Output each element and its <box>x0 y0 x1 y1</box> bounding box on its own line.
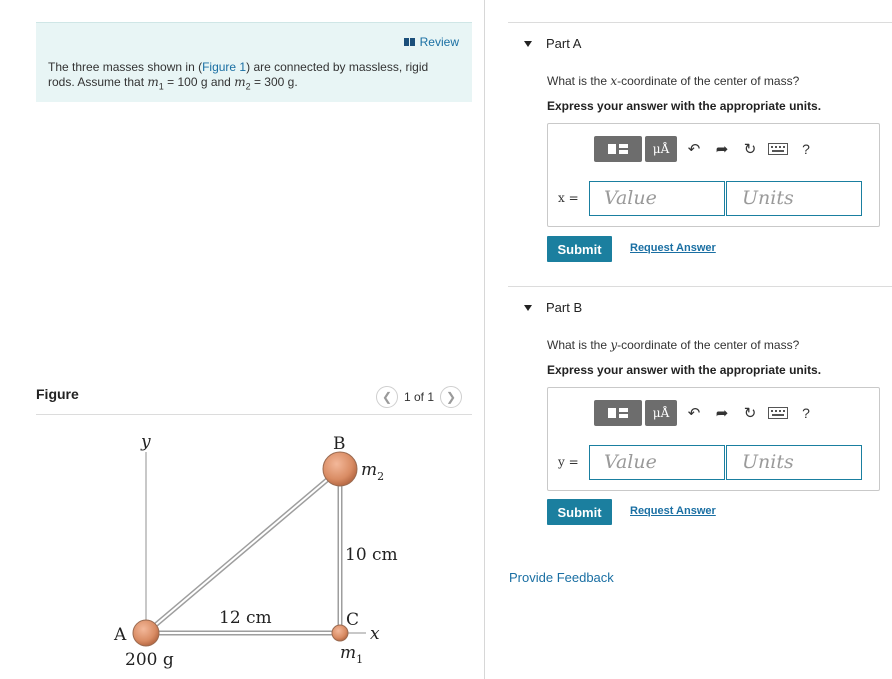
part-a-units-input[interactable]: Units <box>726 181 862 216</box>
mass-a-label: 200 g <box>125 650 174 670</box>
help-button[interactable] <box>792 400 820 426</box>
reset-icon: ↻ <box>743 405 757 422</box>
figure-pager <box>376 386 462 408</box>
m1-letter: m <box>340 643 357 663</box>
provide-feedback-link[interactable]: Provide Feedback <box>509 570 614 585</box>
m2-letter: m <box>361 460 378 480</box>
redo-button[interactable] <box>708 400 736 426</box>
part-a-section <box>508 22 892 282</box>
part-a-header[interactable] <box>508 22 892 64</box>
problem-statement-box <box>36 22 472 102</box>
part-b-answer-box <box>547 387 880 491</box>
symbols-button[interactable]: μÅ <box>645 400 677 426</box>
question-end: -coordinate of the center of mass? <box>617 338 800 352</box>
keyboard-button[interactable] <box>764 136 792 162</box>
part-a-express: Express your answer with the appropriate units. <box>547 99 822 113</box>
prev-figure-button[interactable] <box>376 386 398 408</box>
part-b-submit-button[interactable]: Submit <box>547 499 612 525</box>
m1-subscript: 1 <box>158 81 164 92</box>
question-start: What is the <box>547 74 611 88</box>
vertical-distance-label: 10 cm <box>345 545 398 565</box>
chevron-right-icon: ❯ <box>446 390 457 404</box>
figure-heading: Figure <box>36 386 79 402</box>
question-end: -coordinate of the center of mass? <box>617 74 800 88</box>
m2-value: = 300 g. <box>250 75 298 89</box>
question-variable: y <box>610 338 618 352</box>
reset-icon: ↻ <box>743 141 757 158</box>
part-b-header[interactable] <box>508 286 892 328</box>
part-a-request-answer-link[interactable]: Request Answer <box>630 242 716 254</box>
templates-button[interactable] <box>594 136 642 162</box>
problem-text <box>48 60 448 94</box>
reset-button[interactable] <box>736 136 764 162</box>
part-b-request-answer-link[interactable]: Request Answer <box>630 505 716 517</box>
m2-symbol: m <box>234 75 246 89</box>
part-a-toolbar <box>594 136 820 162</box>
point-a-label: A <box>114 625 127 645</box>
y-axis-label: y <box>141 432 151 452</box>
problem-text-start: The three masses shown in ( <box>48 60 203 74</box>
part-a-title: Part A <box>546 36 582 51</box>
review-icon <box>404 38 415 46</box>
point-c-label: C <box>346 610 360 630</box>
fraction-icon <box>619 408 628 418</box>
keyboard-icon <box>768 143 788 155</box>
pager-text: 1 of 1 <box>404 390 435 404</box>
redo-button[interactable] <box>708 136 736 162</box>
part-b-title: Part B <box>546 300 583 315</box>
review-label: Review <box>419 35 459 49</box>
figure-divider <box>36 414 472 415</box>
reset-button[interactable] <box>736 400 764 426</box>
physics-figure <box>100 425 420 679</box>
question-variable: x <box>610 74 618 88</box>
review-link[interactable] <box>404 35 459 49</box>
keyboard-icon <box>768 407 788 419</box>
templates-icon <box>608 408 616 418</box>
templates-icon <box>608 144 616 154</box>
part-a-question <box>547 74 892 88</box>
collapse-triangle-icon <box>524 305 532 311</box>
part-a-submit-button[interactable]: Submit <box>547 236 612 262</box>
part-b-question <box>547 338 892 352</box>
undo-button[interactable] <box>680 136 708 162</box>
part-b-variable-label: y = <box>558 455 579 469</box>
problem-text-middle: ) are connected by massless, rigid rods. Assume that <box>48 60 429 89</box>
symbols-button[interactable]: μÅ <box>645 136 677 162</box>
m2-sub: 2 <box>377 470 385 483</box>
keyboard-button[interactable] <box>764 400 792 426</box>
m1-symbol: m <box>147 75 159 89</box>
m1-label <box>340 643 363 666</box>
m1-value: = 100 g and <box>163 75 235 89</box>
part-b-section <box>508 286 892 546</box>
mass-b <box>323 452 357 486</box>
m2-subscript: 2 <box>245 81 251 92</box>
m1-sub: 1 <box>356 653 364 666</box>
redo-icon: ➦ <box>715 405 729 422</box>
templates-button[interactable] <box>594 400 642 426</box>
mass-a <box>133 620 159 646</box>
help-button[interactable] <box>792 136 820 162</box>
part-b-value-input[interactable]: Value <box>589 445 725 480</box>
figure-link[interactable]: Figure 1 <box>202 60 247 74</box>
point-b-label: B <box>333 434 346 454</box>
m2-label <box>361 460 384 483</box>
next-figure-button[interactable] <box>440 386 462 408</box>
part-a-answer-box <box>547 123 880 227</box>
chevron-left-icon: ❮ <box>381 390 393 404</box>
undo-icon: ↶ <box>687 141 701 158</box>
fraction-icon <box>619 144 628 154</box>
part-a-value-input[interactable]: Value <box>589 181 725 216</box>
part-b-toolbar <box>594 400 820 426</box>
collapse-triangle-icon <box>524 41 532 47</box>
part-b-units-input[interactable]: Units <box>726 445 862 480</box>
undo-button[interactable] <box>680 400 708 426</box>
help-icon: ? <box>802 405 810 421</box>
column-divider <box>484 0 485 679</box>
undo-icon: ↶ <box>687 405 701 422</box>
part-a-variable-label: x = <box>558 191 579 205</box>
part-b-express: Express your answer with the appropriate units. <box>547 363 822 377</box>
help-icon: ? <box>802 141 810 157</box>
x-axis-label: x <box>370 624 380 644</box>
redo-icon: ➦ <box>715 141 729 158</box>
question-start: What is the <box>547 338 611 352</box>
horizontal-distance-label: 12 cm <box>219 608 272 628</box>
